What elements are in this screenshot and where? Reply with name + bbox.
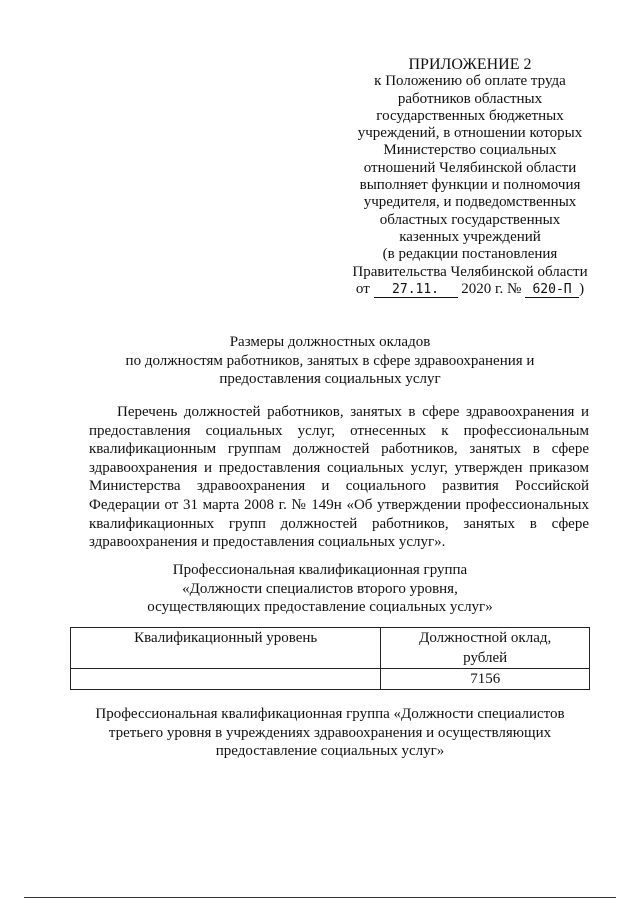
appendix-line: работников областных xyxy=(397,90,543,107)
group-heading-line: третьего уровня в учреждениях здравоохранения и осуществляющих xyxy=(108,724,552,741)
group-heading-line: Профессиональная квалификационная группа xyxy=(172,562,468,578)
appendix-line: Правительства Челябинской области xyxy=(352,263,588,280)
appendix-line: Министерство социальных xyxy=(383,142,557,159)
table-header-row xyxy=(71,628,590,669)
cell-level xyxy=(71,669,381,690)
appendix-line: учредителя, и подведомственных xyxy=(363,194,577,211)
appendix-line: выполняет функции и полномочия xyxy=(359,177,581,194)
appendix-line: государственных бюджетных xyxy=(376,107,564,124)
year-text: 2020 г. № xyxy=(461,280,522,297)
resolution-date-line xyxy=(336,281,604,298)
title-line: по должностям работников, занятых в сфере здравоохранения и xyxy=(125,352,535,369)
qualification-group-heading-2 xyxy=(120,561,520,617)
resolution-date: 27.11. xyxy=(374,282,458,298)
title-line: предоставления социальных услуг xyxy=(219,371,441,387)
appendix-line: учреждений, в отношении которых xyxy=(357,125,583,142)
title-line: Размеры должностных окладов xyxy=(229,334,431,350)
header-salary-line: Должностной оклад, xyxy=(419,630,552,646)
header-level-text: Квалификационный уровень xyxy=(134,630,318,646)
appendix-heading: ПРИЛОЖЕНИЕ 2 xyxy=(408,56,532,73)
appendix-line: отношений Челябинской области xyxy=(363,159,577,176)
group-heading-line: осуществляющих предоставление социальных услуг» xyxy=(147,599,493,615)
appendix-block xyxy=(336,56,604,298)
group-heading-line: предоставление социальных услуг» xyxy=(215,743,445,759)
group-heading-line: Профессиональная квалификационная группа «Должности специалистов xyxy=(95,706,565,722)
document-title xyxy=(70,333,590,389)
table-row xyxy=(71,669,590,690)
header-salary-line: рублей xyxy=(463,650,508,666)
resolution-number: 620-П xyxy=(525,282,579,298)
appendix-line: (в редакции постановления xyxy=(382,246,558,263)
closing-paren: ) xyxy=(579,280,585,297)
cell-salary: 7156 xyxy=(381,669,590,690)
page-bottom-divider xyxy=(24,897,616,898)
group-heading-line: «Должности специалистов второго уровня, xyxy=(182,580,458,597)
appendix-line: областных государственных xyxy=(379,211,561,228)
date-prefix: от xyxy=(355,280,370,297)
intro-paragraph-text: Перечень должностей работников, занятых в сфере здравоохранения и предоставления социальных услуг, отнесенных к профессиональным квалификационным группам должностей работников, занятых в сфере здравоохранения и предоставления социальных услуг, утвержден приказом Министерства здравоохранения и социального развития Российской Федерации от 31 марта 2008 г. № 149н «Об утверждении профессиональных квалификационных групп должностей работников, занятых в сфере здравоохранения и предоставления социальных услуг». xyxy=(89,404,589,551)
qualification-group-heading-3 xyxy=(80,705,580,761)
appendix-line: казенных учреждений xyxy=(399,228,541,245)
intro-paragraph xyxy=(89,403,589,552)
salary-table xyxy=(70,627,590,690)
header-salary xyxy=(381,628,590,669)
header-level xyxy=(71,628,381,669)
appendix-line: к Положению об оплате труда xyxy=(374,73,566,90)
